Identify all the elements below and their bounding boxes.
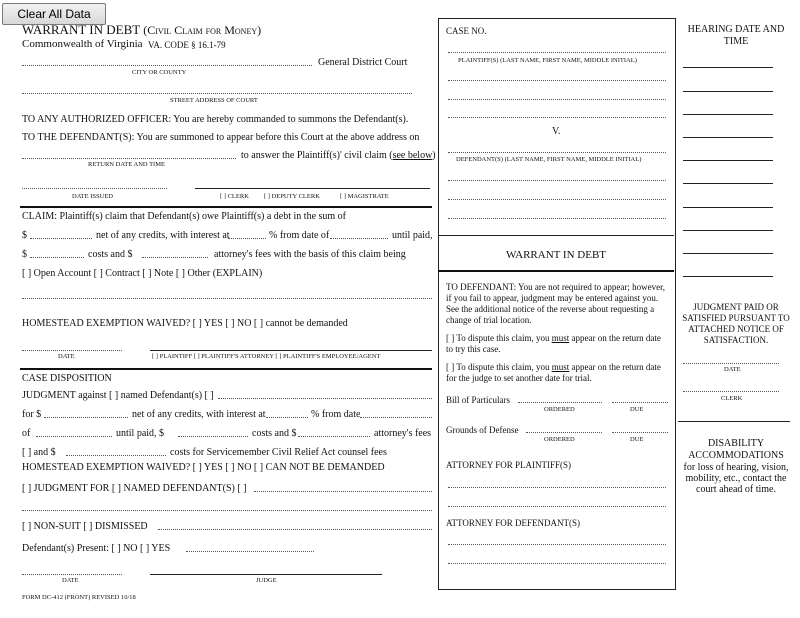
and-dollar[interactable]: [ ] and $ (22, 447, 56, 458)
judgment-against[interactable]: JUDGMENT against [ ] named Defendant(s) [ ] (22, 390, 214, 401)
officer-text: TO ANY AUTHORIZED OFFICER: You are hereby commanded to summons the Defendant(s). (22, 114, 409, 125)
judge-label: JUDGE (256, 577, 277, 584)
claim-amount-field[interactable] (30, 238, 92, 239)
judgment-costs-field[interactable] (178, 436, 248, 437)
dispute2-b: must (551, 362, 570, 372)
grounds-ordered-label: ORDERED (544, 436, 575, 443)
hearing-line-5[interactable] (683, 160, 773, 161)
form-title (22, 22, 261, 38)
interest-date-field[interactable] (330, 238, 388, 239)
hearing-line-4[interactable] (683, 137, 773, 138)
grounds-due-label: DUE (630, 436, 644, 443)
judgment-date-field[interactable] (360, 417, 432, 418)
divider (20, 368, 432, 370)
claim-date-field[interactable] (22, 350, 122, 351)
plaintiffs-label: PLAINTIFF(S) (LAST NAME, FIRST NAME, MIDDLE INITIAL) (458, 57, 637, 64)
subtitle-text: (Civil Claim for Money) (143, 23, 262, 37)
court-suffix: General District Court (318, 57, 408, 68)
magistrate-option[interactable]: [ ] MAGISTRATE (340, 193, 389, 200)
attorney-defendant-field-1[interactable] (448, 544, 666, 545)
disposition-date-field[interactable] (22, 574, 122, 575)
defendant-present[interactable]: Defendant(s) Present: [ ] NO [ ] YES (22, 543, 171, 554)
plaintiff-options[interactable]: [ ] PLAINTIFF [ ] PLAINTIFF'S ATTORNEY [ ] PLAINTIFF'S EMPLOYEE/AGENT (152, 353, 381, 360)
scra-fees-field[interactable] (66, 455, 166, 456)
satisfaction-date-label: DATE (724, 366, 741, 373)
bill-due-label: DUE (630, 406, 644, 413)
interest-rate-field[interactable] (228, 238, 266, 239)
bill-ordered-field[interactable] (518, 402, 602, 403)
clear-all-data-button[interactable]: Clear All Data (2, 3, 106, 25)
date-issued-label: DATE ISSUED (72, 193, 113, 200)
disposition-date-label: DATE (62, 577, 79, 584)
claim-line-1: CLAIM: Plaintiff(s) claim that Defendant(s) owe Plaintiff(s) a debt in the sum of (22, 211, 347, 222)
clerk-option[interactable]: [ ] CLERK (220, 193, 249, 200)
claim-dollar: $ (22, 230, 27, 241)
attorney-plaintiff-field-1[interactable] (448, 487, 666, 488)
attorney-plaintiff-label: ATTORNEY FOR PLAINTIFF(S) (446, 460, 572, 470)
judgment-for-field[interactable] (254, 491, 432, 492)
claim-basis-options[interactable]: [ ] Open Account [ ] Contract [ ] Note [ ] Other (EXPLAIN) (22, 268, 263, 279)
issuer-signature-line[interactable] (195, 188, 430, 189)
to-defendant-notice: TO DEFENDANT: You are not required to appear; however, if you fail to appear, judgment may be entered against you. See the additional notice of the reverse about requesting a change of trial location. (446, 282, 665, 325)
hearing-line-7[interactable] (683, 207, 773, 208)
hearing-line-3[interactable] (683, 114, 773, 115)
costs-field[interactable] (30, 257, 84, 258)
plaintiff-field-1[interactable] (448, 52, 666, 53)
defendant-field-4[interactable] (448, 218, 666, 219)
warrant-title-mid: WARRANT IN DEBT (505, 249, 606, 261)
judgment-for[interactable]: [ ] JUDGMENT FOR [ ] NAMED DEFENDANT(S) [ ] (22, 483, 247, 494)
hearing-title: HEARING DATE AND TIME (687, 24, 785, 47)
dispute1-a: [ ] To dispute this claim, you (446, 333, 552, 343)
satisfaction-date-field[interactable] (683, 363, 779, 364)
return-date-field[interactable] (22, 158, 236, 159)
attorney-fees-text: attorney's fees with the basis of this claim being (214, 249, 406, 260)
nonsuit-dismissed[interactable]: [ ] NON-SUIT [ ] DISMISSED (22, 521, 148, 532)
explain-field[interactable] (22, 298, 432, 299)
deputy-option[interactable]: [ ] DEPUTY CLERK (264, 193, 320, 200)
street-address-field[interactable] (22, 93, 412, 94)
defendant-field-3[interactable] (448, 199, 666, 200)
dispute-option-2[interactable] (446, 362, 670, 384)
dispute2-c: appear on the return date for the judge to set another date for trial. (446, 362, 661, 383)
commonwealth: Commonwealth of Virginia (22, 38, 143, 50)
judgment-amount-field[interactable] (44, 417, 128, 418)
judge-signature-line[interactable] (150, 574, 382, 575)
plaintiff-field-4[interactable] (448, 117, 666, 118)
answer-post: ) (432, 150, 436, 161)
satisfaction-clerk-field[interactable] (683, 391, 779, 392)
disability-text: for loss of hearing, vision, mobility, etc., contact the court ahead of time. (683, 462, 789, 495)
claim-until-text: until paid, (392, 230, 433, 241)
plaintiff-field-2[interactable] (448, 80, 666, 81)
judgment-for-field-2[interactable] (22, 510, 432, 511)
judgment-rate-field[interactable] (266, 417, 308, 418)
scra-text: costs for Servicemember Civil Relief Act counsel fees (170, 447, 387, 458)
satisfaction-clerk-label: CLERK (721, 395, 743, 402)
homestead-disposition[interactable]: HOMESTEAD EXEMPTION WAIVED? [ ] YES [ ] NO [ ] CAN NOT BE DEMANDED (22, 462, 385, 473)
until-paid-text: until paid, $ (116, 428, 165, 439)
defendant-field-2[interactable] (448, 180, 666, 181)
divider (20, 206, 432, 208)
defendant-summons-text: TO THE DEFENDANT(S): You are summoned to appear before this Court at the above address on (22, 132, 420, 143)
nonsuit-field[interactable] (158, 529, 432, 530)
form-number: FORM DC-412 (FRONT) REVISED 10/18 (22, 594, 136, 601)
title-text: WARRANT IN DEBT (22, 22, 140, 37)
homestead-claim[interactable]: HOMESTEAD EXEMPTION WAIVED? [ ] YES [ ] NO [ ] cannot be demanded (22, 318, 348, 329)
defendant-present-field[interactable] (186, 551, 314, 552)
va-code: VA. CODE § 16.1-79 (148, 40, 226, 50)
dispute1-b: must (551, 333, 570, 343)
divider (438, 270, 674, 272)
of-text: of (22, 428, 31, 439)
hearing-line-10[interactable] (683, 276, 773, 277)
dispute-option-1[interactable] (446, 333, 670, 355)
plaintiff-field-3[interactable] (448, 99, 666, 100)
dispute1-c: appear on the return date to try this case. (446, 333, 661, 354)
judgment-net-text: net of any credits, with interest at (132, 409, 266, 420)
costs-text: costs and $ (88, 249, 133, 260)
bill-of-particulars: Bill of Particulars (446, 395, 510, 405)
case-disposition-title: CASE DISPOSITION (22, 373, 112, 384)
answer-pre: to answer the Plaintiff(s)' civil claim ( (241, 150, 393, 161)
return-date-label: RETURN DATE AND TIME (88, 161, 165, 168)
judgment-from-text: % from date (311, 409, 361, 420)
answer-text (241, 150, 436, 161)
city-label: CITY OR COUNTY (132, 69, 187, 76)
hearing-line-9[interactable] (683, 253, 773, 254)
judgment-attorney-field[interactable] (298, 436, 370, 437)
plaintiff-signature-line[interactable] (150, 350, 432, 351)
judgment-costs-text: costs and $ (252, 428, 297, 439)
dispute2-a: [ ] To dispute this claim, you (446, 362, 552, 372)
disability-title: DISABILITY ACCOMMODATIONS (688, 438, 784, 461)
defendants-label: DEFENDANT(S) (LAST NAME, FIRST NAME, MIDDLE INITIAL) (456, 156, 642, 163)
attorney-defendant-field-2[interactable] (448, 563, 666, 564)
bill-due-field[interactable] (612, 402, 668, 403)
case-no-label: CASE NO. (446, 26, 487, 36)
attorney-fees-field[interactable] (142, 257, 208, 258)
bill-ordered-label: ORDERED (544, 406, 575, 413)
grounds-ordered-field[interactable] (526, 432, 602, 433)
claim-date-label: DATE (58, 353, 75, 360)
judgment-against-field[interactable] (218, 398, 432, 399)
attorney-plaintiff-field-2[interactable] (448, 506, 666, 507)
street-label: STREET ADDRESS OF COURT (170, 97, 258, 104)
grounds-due-field[interactable] (612, 432, 668, 433)
attorney-defendant-label: ATTORNEY FOR DEFENDANT(S) (446, 518, 581, 528)
versus: V. (552, 126, 561, 137)
divider (438, 235, 674, 236)
hearing-line-6[interactable] (683, 183, 773, 184)
answer-link: see below (392, 150, 433, 161)
hearing-line-8[interactable] (683, 230, 773, 231)
judgment-paid-text: JUDGMENT PAID OR SATISFIED PURSUANT TO ATTACHED NOTICE OF SATISFACTION. (682, 302, 790, 345)
divider (678, 421, 790, 422)
claim-net-text: net of any credits, with interest at (96, 230, 230, 241)
for-dollar: for $ (22, 409, 42, 420)
grounds-of-defense: Grounds of Defense (446, 425, 519, 435)
claim-from-text: % from date of (269, 230, 330, 241)
defendant-field-1[interactable] (448, 152, 666, 153)
court-city-field[interactable] (22, 65, 312, 66)
judgment-attorney-text: attorney's fees (374, 428, 432, 439)
hearing-line-2[interactable] (683, 91, 773, 92)
until-paid-field[interactable] (36, 436, 112, 437)
hearing-line-1[interactable] (683, 67, 773, 68)
costs-dollar: $ (22, 249, 27, 260)
date-issued-field[interactable] (22, 188, 167, 189)
